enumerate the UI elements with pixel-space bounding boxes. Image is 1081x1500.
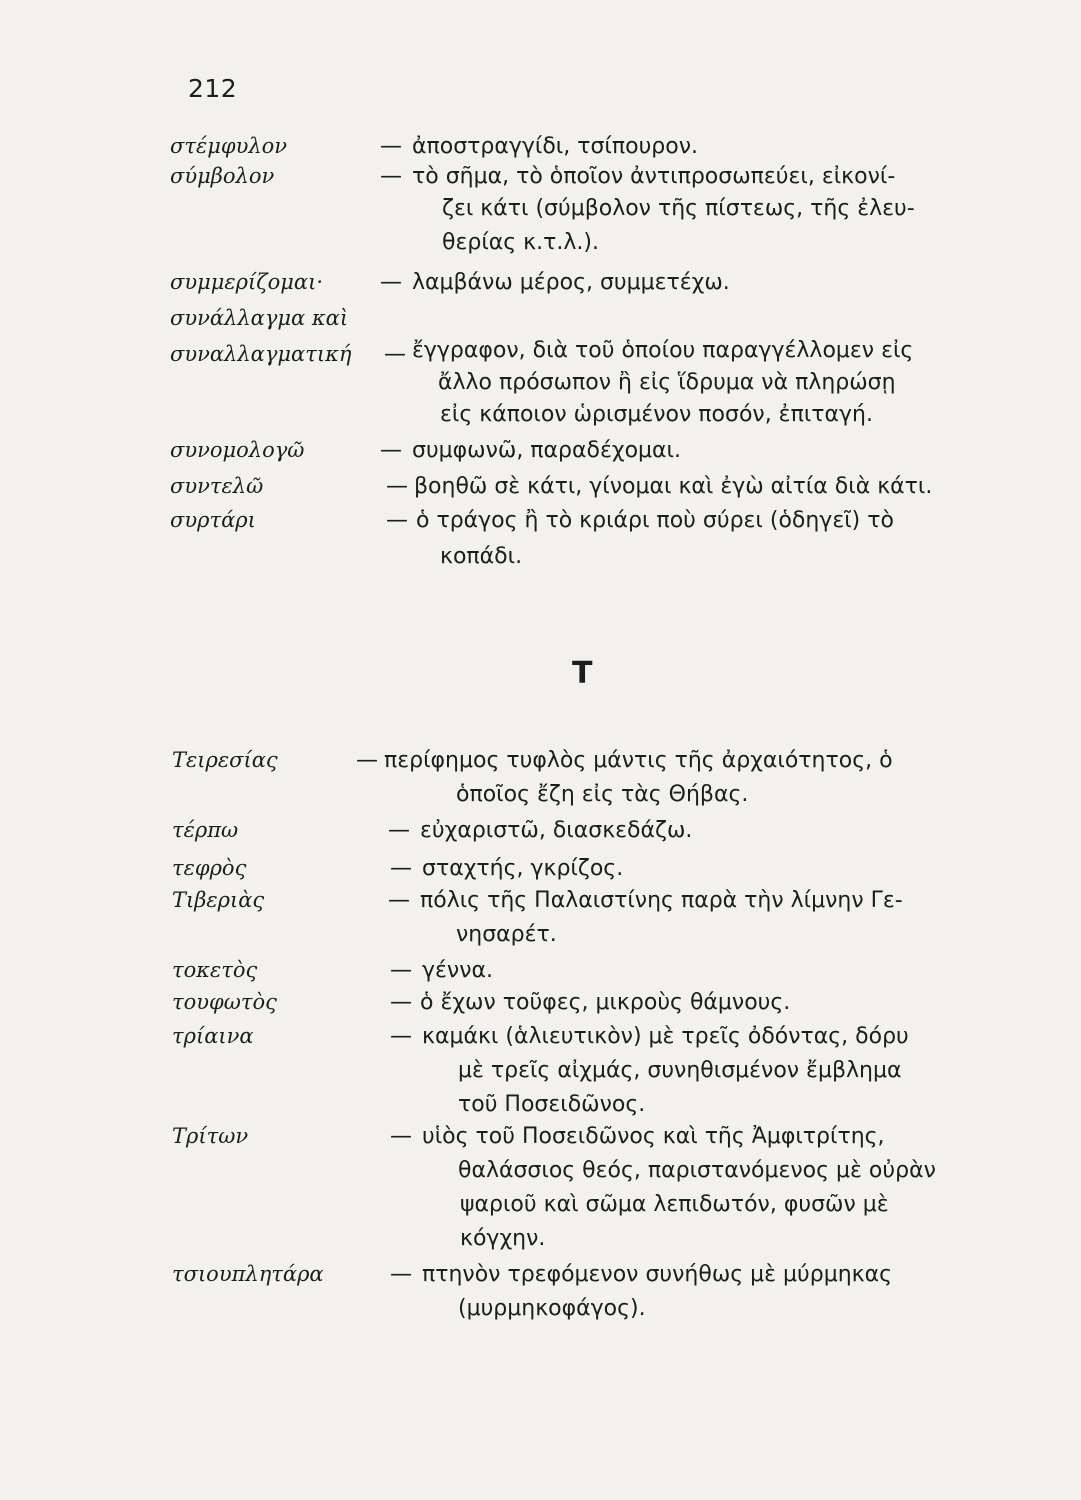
term: Τιβεριὰς	[172, 888, 265, 912]
dash: —	[380, 438, 402, 463]
dash: —	[356, 748, 378, 773]
term: συντελῶ	[170, 474, 264, 498]
term: τρίαινα	[172, 1024, 254, 1048]
section-letter: Τ	[572, 656, 593, 691]
dash: —	[388, 818, 410, 843]
dash: —	[380, 164, 402, 189]
definition-line: γέννα.	[422, 958, 493, 983]
term: συνομολογῶ	[170, 438, 305, 462]
dash: —	[380, 134, 402, 159]
definition-line: κόγχην.	[460, 1226, 546, 1251]
definition-line: τὸ σῆμα, τὸ ὁποῖον ἀντιπροσωπεύει, εἰκονί-	[412, 164, 896, 189]
dash: —	[390, 958, 412, 983]
definition-line: θαλάσσιος θεός, παριστανόμενος μὲ οὐρὰν	[458, 1158, 936, 1183]
definition-line: ὁ τράγος ἢ τὸ κριάρι ποὺ σύρει (ὁδηγεῖ) τὸ	[416, 508, 894, 533]
definition-line: πτηνὸν τρεφόμενον συνήθως μὲ μύρμηκας	[422, 1262, 893, 1287]
term: τσιουπλητάρα	[172, 1262, 324, 1286]
definition-line: ἄλλο πρόσωπον ἢ εἰς ἵδρυμα νὰ πληρώσῃ	[438, 370, 896, 395]
definition-line: κοπάδι.	[440, 544, 523, 569]
definition-line: θερίας κ.τ.λ.).	[442, 230, 599, 255]
term: τουφωτὸς	[172, 990, 277, 1014]
definition-line: βοηθῶ σὲ κάτι, γίνομαι καὶ ἐγὼ αἰτία διὰ κάτι.	[414, 474, 933, 499]
term: τεφρὸς	[172, 856, 247, 880]
dash: —	[388, 888, 410, 913]
dash: —	[390, 1262, 412, 1287]
definition-line: περίφημος τυφλὸς μάντις τῆς ἀρχαιότητος, ὁ	[384, 748, 893, 773]
definition-line: υἱὸς τοῦ Ποσειδῶνος καὶ τῆς Ἀμφιτρίτης,	[422, 1124, 885, 1149]
dash: —	[384, 342, 406, 367]
definition-line: ὁ ἔχων τοῦφες, μικροὺς θάμνους.	[420, 990, 791, 1015]
term: συνάλλαγμα καὶ	[170, 306, 349, 330]
definition-line: εὐχαριστῶ, διασκεδάζω.	[420, 818, 693, 843]
dash: —	[390, 856, 412, 881]
definition-line: ψαριοῦ καὶ σῶμα λεπιδωτόν, φυσῶν μὲ	[460, 1192, 889, 1217]
definition-line: συμφωνῶ, παραδέχομαι.	[412, 438, 681, 463]
definition-line: καμάκι (ἁλιευτικὸν) μὲ τρεῖς ὀδόντας, δόρυ	[422, 1024, 909, 1049]
definition-line: ζει κάτι (σύμβολον τῆς πίστεως, τῆς ἐλευ-	[442, 196, 915, 221]
term: τοκετὸς	[172, 958, 258, 982]
term: στέμφυλον	[170, 134, 288, 158]
dash: —	[390, 1124, 412, 1149]
page-number: 212	[188, 74, 238, 103]
definition-line: ὁποῖος ἔζη εἰς τὰς Θήβας.	[456, 782, 749, 807]
term-continuation: συναλλαγματική	[170, 342, 352, 366]
definition-line: ἔγγραφον, διὰ τοῦ ὁποίου παραγγέλλομεν εἰς	[412, 338, 914, 363]
term: συμμερίζομαι·	[170, 270, 324, 294]
dash: —	[380, 270, 402, 295]
definition-line: μὲ τρεῖς αἰχμάς, συνηθισμένον ἔμβλημα	[458, 1058, 902, 1083]
definition-line: (μυρμηκοφάγος).	[458, 1296, 646, 1321]
definition-line: σταχτής, γκρίζος.	[422, 856, 624, 881]
definition-line: τοῦ Ποσειδῶνος.	[458, 1092, 646, 1117]
dash: —	[386, 474, 408, 499]
definition-line: εἰς κάποιον ὡρισμένον ποσόν, ἐπιταγή.	[440, 402, 873, 427]
definition-line: ἀποστραγγίδι, τσίπουρον.	[412, 134, 699, 159]
term: σύμβολον	[170, 164, 275, 188]
dash: —	[386, 508, 408, 533]
term: τέρπω	[172, 818, 239, 842]
dash: —	[390, 990, 412, 1015]
definition-line: λαμβάνω μέρος, συμμετέχω.	[412, 270, 730, 295]
term: συρτάρι	[170, 508, 256, 532]
term: Τειρεσίας	[172, 748, 278, 772]
term: Τρίτων	[172, 1124, 249, 1148]
definition-line: πόλις τῆς Παλαιστίνης παρὰ τὴν λίμνην Γε-	[420, 888, 903, 913]
dash: —	[390, 1024, 412, 1049]
definition-line: νησαρέτ.	[456, 922, 557, 947]
